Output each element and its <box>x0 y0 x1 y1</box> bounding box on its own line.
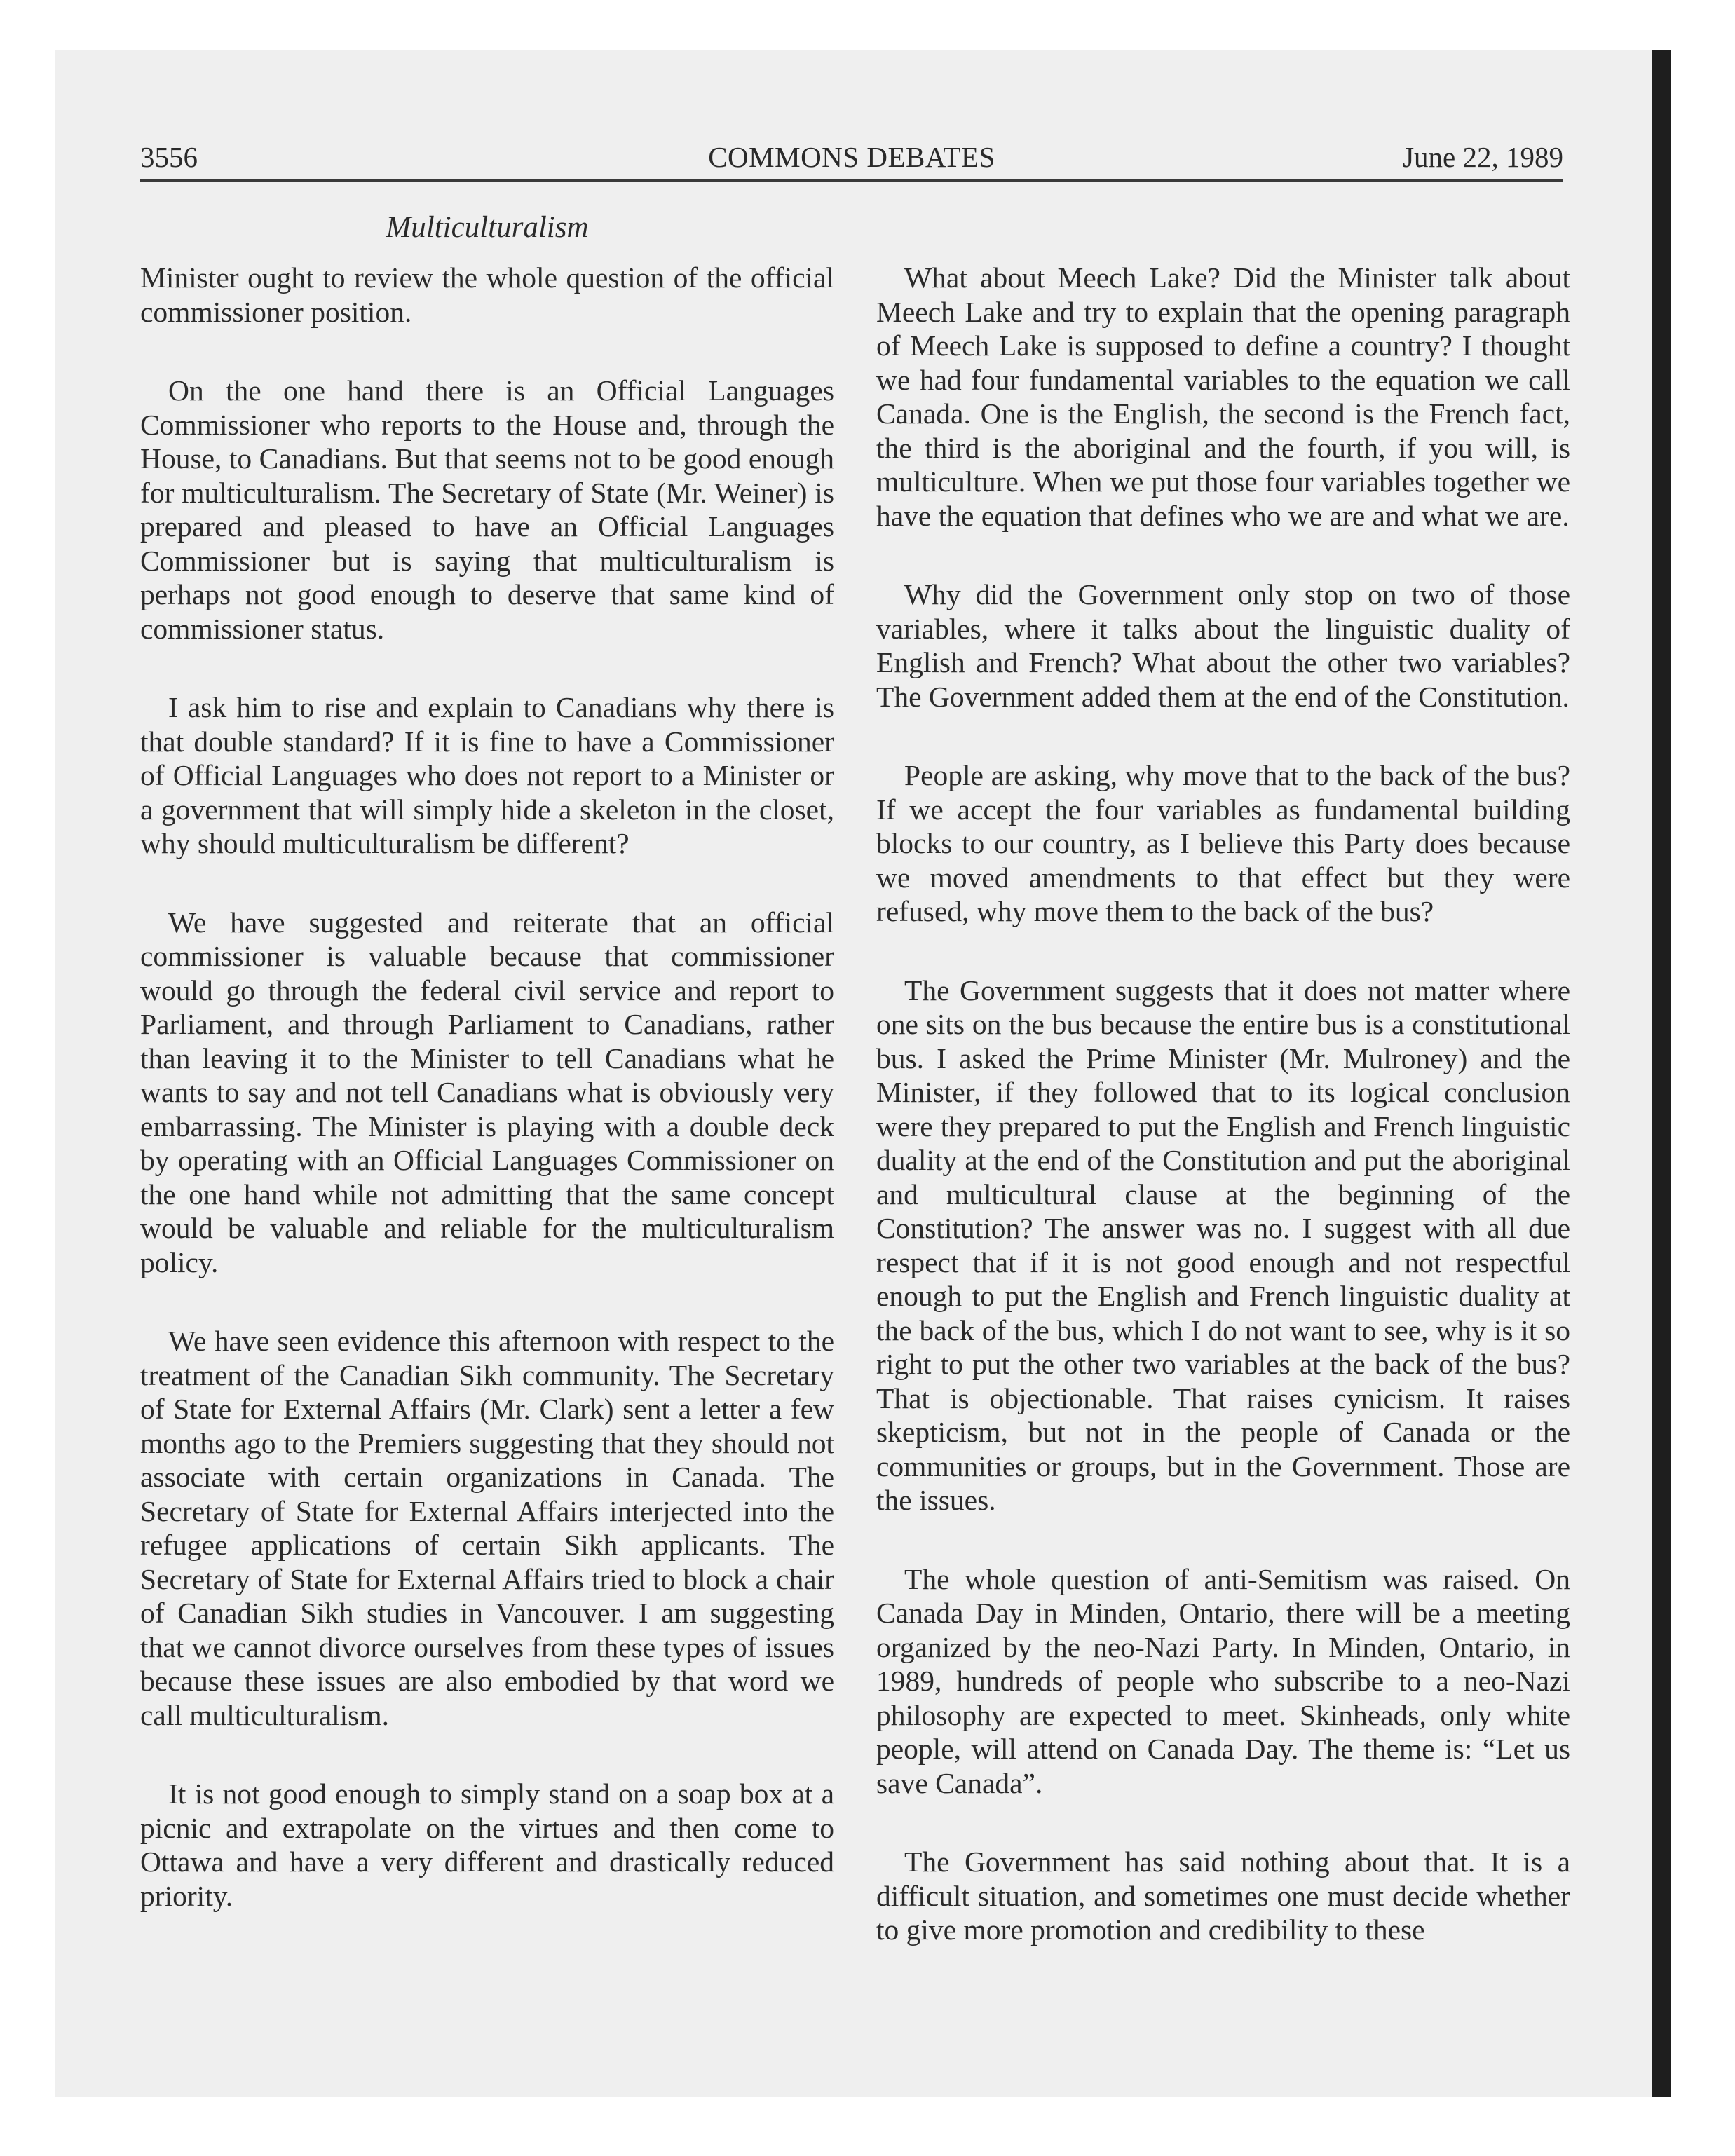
paragraph: It is not good enough to simply stand on a soap box at a picnic and extrapolate on the virtues and then come to Ottawa and have a very different and drastically reduced priority. <box>140 1778 834 1912</box>
right-column <box>876 261 1570 1992</box>
page-number: 3556 <box>140 141 198 173</box>
paragraph: I ask him to rise and explain to Canadians why there is that double standard? If it is fine to have a Commissioner of Official Languages who does not report to a Minister or a government that will simply hide a skeleton in the closet, why should multiculturalism be different? <box>140 691 834 859</box>
paragraph: We have seen evidence this afternoon with respect to the treatment of the Canadian Sikh community. The Secretary of State for External Affairs (Mr. Clark) sent a letter a few months ago to the Premiers suggesting that they should not associate with certain organizations in Canada. The Secretary of State for External Affairs interjected into the refugee applications of certain Sikh applicants. The Secretary of State for External Affairs tried to block a chair of Canadian Sikh studies in Vancouver. I am suggesting that we cannot divorce ourselves from these types of issues because these issues are also embodied by that word we call multiculturalism. <box>140 1325 834 1731</box>
left-column <box>140 261 834 1958</box>
paragraph: People are asking, why move that to the back of the bus? If we accept the four variables as fundamental building blocks to our country, as I believe this Party does because we moved amendments to that effect but they were refused, why move them to the back of the bus? <box>876 759 1570 927</box>
paragraph: The Government suggests that it does not matter where one sits on the bus because the entire bus is a constitutional bus. I asked the Prime Minister (Mr. Mulroney) and the Minister, if they followed that to its logical conclusion were they prepared to put the English and French linguistic duality at the end of the Constitution and put the aboriginal and multicultural clause at the beginning of the Constitution? The answer was no. I suggest with all due respect that if it is not good enough and not respectful enough to put the English and French linguistic duality at the back of the bus, which I do not want to see, why is it so right to put the other two variables at the back of the bus? That is objectionable. That raises cynicism. It raises skepticism, but not in the people of Canada or the communities or groups, but in the Government. Those are the issues. <box>876 974 1570 1516</box>
paragraph: The whole question of anti-Semitism was raised. On Canada Day in Minden, Ontario, there will be a meeting organized by the neo-Nazi Party. In Minden, Ontario, in 1989, hundreds of people who subscribe to a neo-Nazi philosophy are expected to meet. Skinheads, only white people, will attend on Canada Day. The theme is: “Let us save Canada”. <box>876 1562 1570 1799</box>
paragraph: We have suggested and reiterate that an official commissioner is valuable because that commissioner would go through the federal civil service and report to Parliament, and through Parliament to Canadians, rather than leaving it to the Minister to tell Canadians what he wants to say and not tell Canadians what is obviously very embarrassing. The Minister is playing with a double deck by operating with an Official Languages Commissioner on the one hand while not admitting that the same concept would be valuable and reliable for the multiculturalism policy. <box>140 906 834 1278</box>
paragraph: Minister ought to review the whole question of the official commissioner position. <box>140 261 834 328</box>
section-title: Multiculturalism <box>386 211 589 244</box>
scan-edge-bar <box>1652 50 1671 2097</box>
page-header <box>140 137 1563 182</box>
paragraph: On the one hand there is an Official Languages Commissioner who reports to the House and, through the House, to Canadians. But that seems not to be good enough for multiculturalism. The Secretary of State (Mr. Weiner) is prepared and pleased to have an Official Languages Commissioner but is saying that multiculturalism is perhaps not good enough to deserve that same kind of commissioner status. <box>140 374 834 645</box>
publication-date: June 22, 1989 <box>1403 141 1563 173</box>
publication-title: COMMONS DEBATES <box>708 141 995 173</box>
paragraph: The Government has said nothing about that. It is a difficult situation, and sometimes one must decide whether to give more promotion and credibility to these <box>876 1845 1570 1946</box>
paragraph: Why did the Government only stop on two of those variables, where it talks about the linguistic duality of English and French? What about the other two variables? The Government added them at the end of the Constitution. <box>876 578 1570 713</box>
paragraph: What about Meech Lake? Did the Minister talk about Meech Lake and try to explain that the opening paragraph of Meech Lake is supposed to define a country? I thought we had four fundamental variables to the equation we call Canada. One is the English, the second is the French fact, the third is the aboriginal and the fourth, if you will, is multiculture. When we put those four variables together we have the equation that defines who we are and what we are. <box>876 261 1570 532</box>
